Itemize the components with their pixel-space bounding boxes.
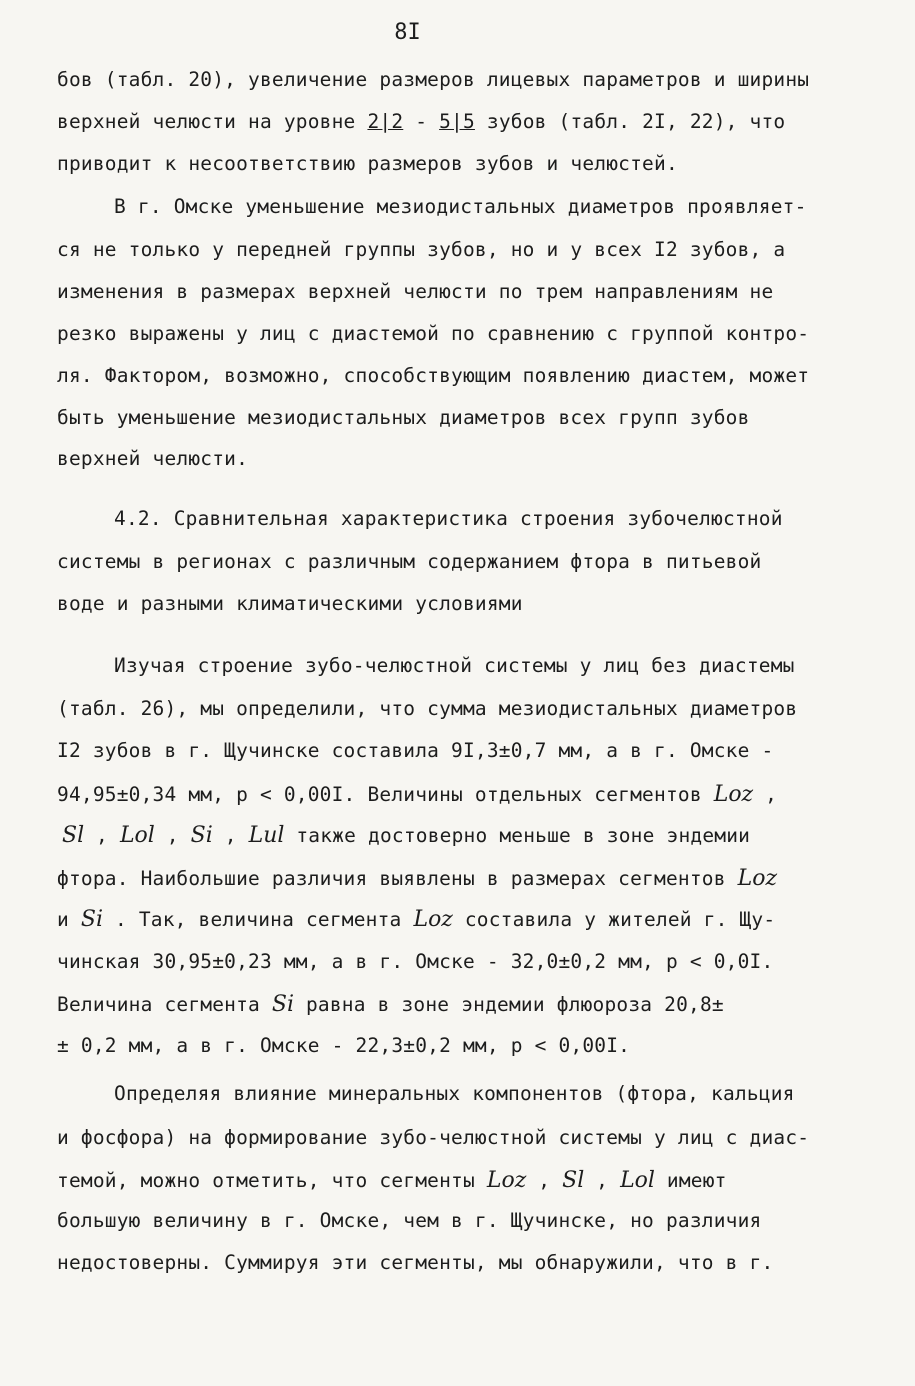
text-line: [57, 1209, 761, 1232]
handwritten-segment-label: Loz: [713, 782, 754, 807]
text-run: -: [403, 110, 440, 133]
text-run: приводит к несоответствию размеров зубов и челюстей.: [57, 152, 678, 175]
text-run: 4.2. Сравнительная характеристика строения зубочелюстной: [114, 507, 783, 530]
text-run: составила у жителей г. Щу-: [452, 908, 776, 931]
handwritten-segment-label: Si: [190, 823, 213, 848]
text-run: фтора. Наибольшие различия выявлены в размерах сегментов: [57, 867, 738, 890]
text-run: (табл. 26), мы определили, что сумма мезиодистальных диаметров: [57, 697, 798, 720]
text-line: [57, 866, 777, 891]
text-run: 94,95±0,34 мм, р < 0,00I. Величины отдельных сегментов: [57, 783, 714, 806]
text-run: верхней челюсти.: [57, 447, 249, 470]
text-run: верхней челюсти на уровне: [57, 110, 368, 133]
text-run: I2 зубов в г. Щучинске составила 9I,3±0,7 мм, а в г. Омске -: [57, 739, 774, 762]
text-line: [114, 507, 783, 530]
handwritten-segment-label: Si: [80, 907, 103, 932]
text-line: [57, 110, 785, 133]
text-run: Величина сегмента: [57, 993, 272, 1016]
text-line: [57, 406, 750, 429]
text-run: равна в зоне эндемии флюороза 20,8±: [294, 993, 724, 1016]
text-run: ,: [584, 1169, 621, 1192]
text-run: и фосфора) на формирование зубо-челюстной системы у лиц с диас-: [57, 1126, 810, 1149]
text-line: [57, 447, 248, 470]
text-line: [57, 68, 809, 91]
text-run: зубов (табл. 2I, 22), что: [474, 110, 786, 133]
text-line: [57, 322, 809, 345]
text-run: также достоверно меньше в зоне эндемии: [284, 824, 751, 847]
text-run: имеют: [654, 1169, 727, 1192]
text-line: [57, 364, 809, 387]
text-run: ,: [753, 783, 778, 806]
text-run: ся не только у передней группы зубов, но и у всех I2 зубов, а: [57, 238, 786, 261]
text-line: [57, 1034, 630, 1057]
text-line: [57, 992, 724, 1017]
text-run: системы в регионах с различным содержанием фтора в питьевой: [57, 550, 762, 573]
text-run: недостоверны. Суммируя эти сегменты, мы обнаружили, что в г.: [57, 1251, 774, 1274]
handwritten-segment-label: Lul: [248, 823, 285, 848]
handwritten-segment-label: Sl: [62, 823, 85, 848]
text-run: темой, можно отметить, что сегменты: [57, 1169, 487, 1192]
text-line: [114, 195, 807, 218]
handwritten-segment-label: Sl: [562, 1168, 585, 1193]
text-run: ,: [84, 824, 120, 847]
text-line: [57, 152, 678, 175]
text-line: [57, 697, 797, 720]
text-run: бов (табл. 20), увеличение размеров лицевых параметров и ширины: [57, 68, 810, 91]
handwritten-segment-label: Loz: [413, 907, 453, 932]
text-line: [57, 782, 777, 807]
handwritten-segment-label: Lol: [620, 1168, 655, 1193]
text-run: Изучая строение зубо-челюстной системы у лиц без диастемы: [114, 654, 795, 677]
text-run: ля. Фактором, возможно, способствующим появлению диастем, может: [57, 364, 810, 387]
handwritten-segment-label: Loz: [486, 1168, 527, 1193]
text-line: [57, 238, 785, 261]
text-run: ± 0,2 мм, а в г. Омске - 22,3±0,2 мм, р < 0,00I.: [57, 1034, 631, 1057]
text-line: [57, 550, 761, 573]
text-line: [114, 654, 795, 677]
text-run: . Так, величина сегмента: [103, 908, 414, 931]
text-run: чинская 30,95±0,23 мм, а в г. Омске - 32,0±0,2 мм, р < 0,0I.: [57, 950, 774, 973]
text-run: ,: [154, 824, 191, 847]
handwritten-segment-label: Si: [271, 992, 295, 1017]
text-run: ,: [212, 824, 249, 847]
page-number: 8I: [394, 20, 421, 45]
text-line: [57, 1168, 727, 1193]
text-run: ,: [526, 1169, 563, 1192]
text-run: Определяя влияние минеральных компонентов (фтора, кальция: [114, 1082, 795, 1105]
text-run: изменения в размерах верхней челюсти по трем направлениям не: [57, 280, 774, 303]
text-run: резко выражены у лиц с диастемой по сравнению с группой контро-: [57, 322, 810, 345]
text-line: [62, 823, 750, 848]
text-run: быть уменьшение мезиодистальных диаметров всех групп зубов: [57, 406, 750, 429]
text-line: [57, 592, 523, 615]
text-line: [57, 280, 773, 303]
text-line: [57, 907, 775, 932]
text-run: воде и разными климатическими условиями: [57, 592, 523, 615]
text-run: В г. Омске уменьшение мезиодистальных диаметров проявляет-: [114, 195, 807, 218]
text-line: [57, 739, 773, 762]
text-line: [57, 1251, 773, 1274]
text-line: [57, 1126, 809, 1149]
handwritten-segment-label: Lol: [119, 823, 155, 848]
handwritten-segment-label: Loz: [737, 866, 778, 891]
tooth-formula: 2|2: [367, 110, 404, 133]
tooth-formula: 5|5: [439, 110, 475, 133]
text-line: [114, 1082, 795, 1105]
text-run: и: [57, 908, 81, 931]
text-line: [57, 950, 773, 973]
text-run: большую величину в г. Омске, чем в г. Щучинске, но различия: [57, 1209, 762, 1232]
